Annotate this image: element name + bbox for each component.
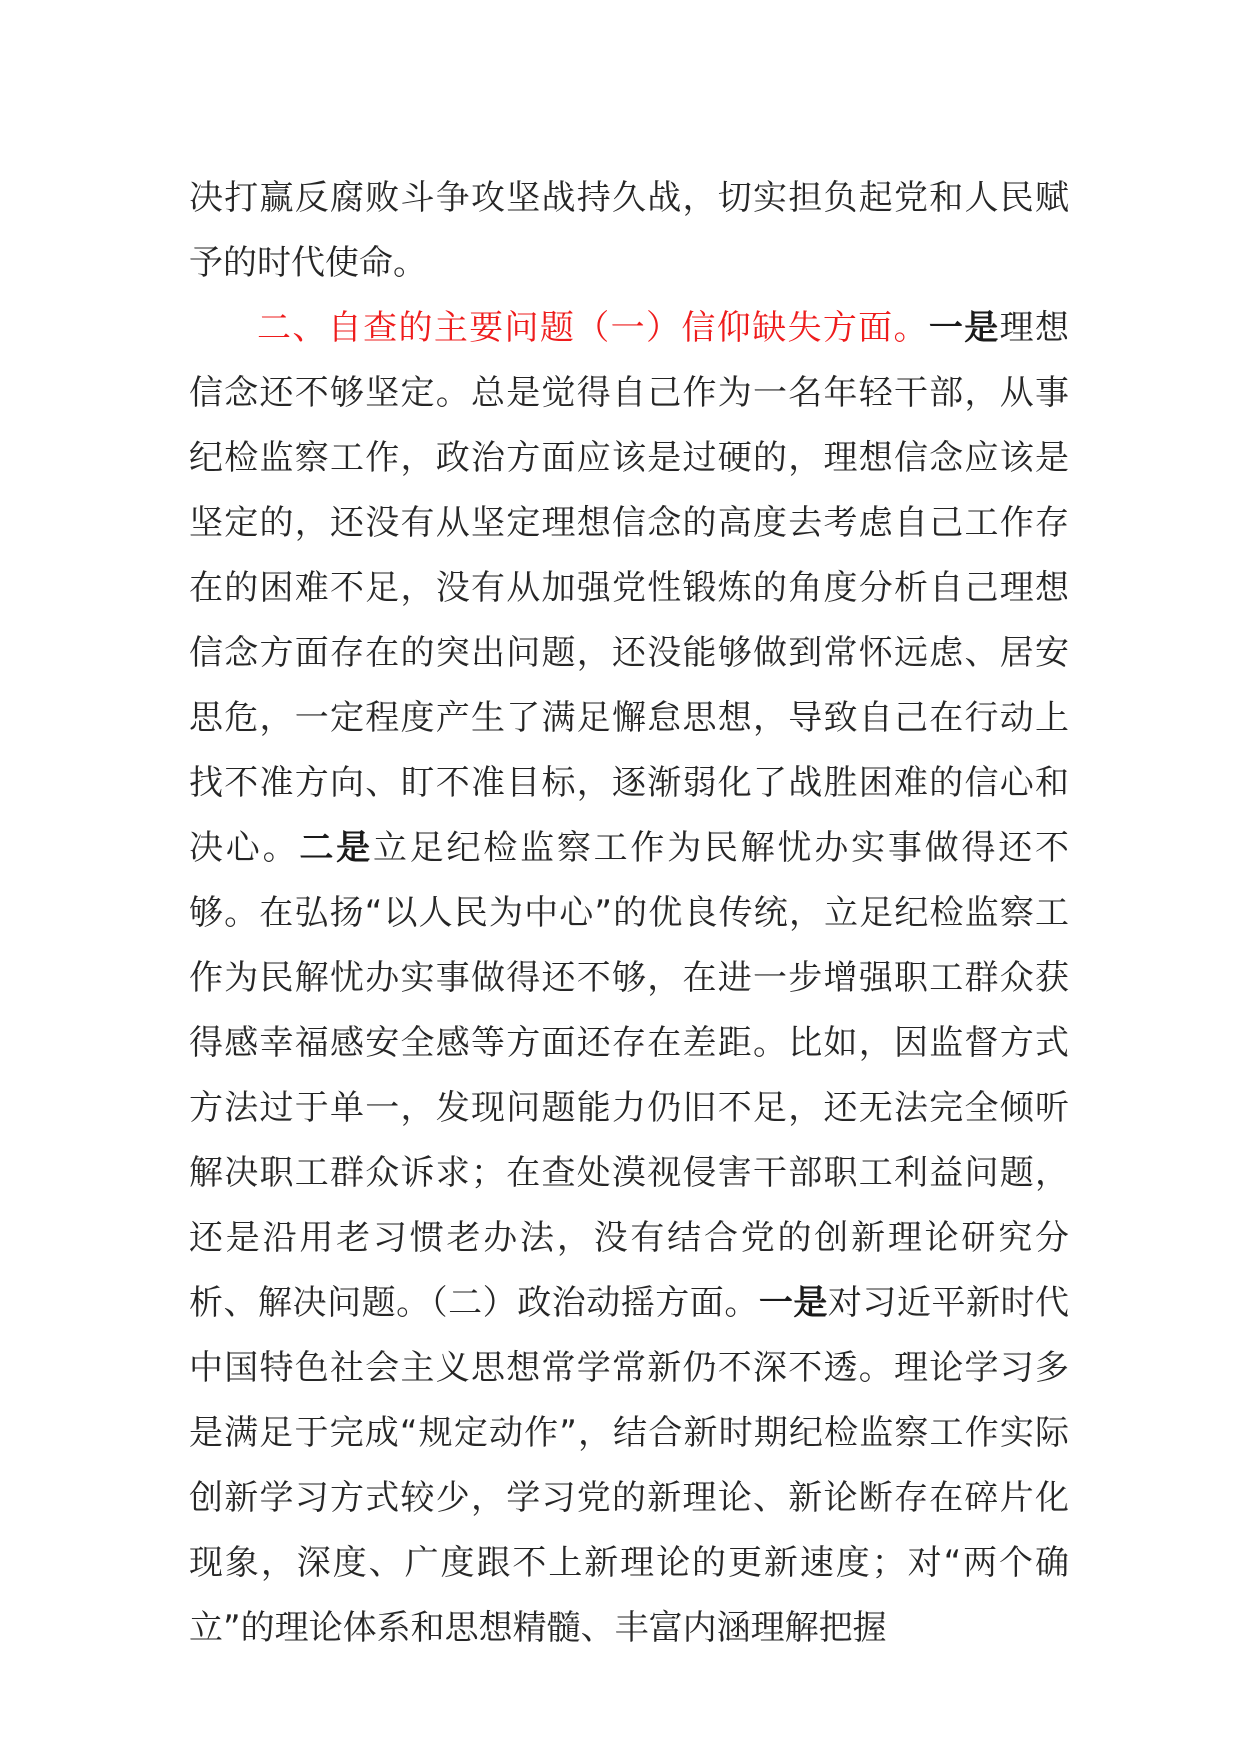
point-one-text: 理想信念还不够坚定。总是觉得自己作为一名年轻干部，从事纪检监察工作，政治方面应该是过硬的，理想信念应该是坚定的，还没有从坚定理想信念的高度去考虑自己工作存在的困难不足，没有从加强党性锻炼的角度分析自己理想信念方面存在的突出问题，还没能够做到常怀远虑、居安思危，一定程度产生了满足懈怠思想，导致自己在行动上找不准方向、盯不准目标，逐渐弱化了战胜困难的信心和决心。 — [189, 308, 1070, 868]
point-two-text: 立足纪检监察工作为民解忧办实事做得还不够。在弘扬“以人民为中心”的优良传统，立足纪检监察工作为民解忧办实事做得还不够，在进一步增强职工群众获得感幸福感安全感等方面还存在差距。比如，因监督方式方法过于单一，发现问题能力仍旧不足，还无法完全倾听解决职工群众诉求；在查处漠视侵害干部职工利益问题，还是沿用老习惯老办法，没有结合党的创新理论研究分析、解决问题。（二）政治动摇方面。 — [189, 828, 1070, 1323]
main-paragraph — [189, 296, 1069, 1661]
point-two-label: 二是 — [299, 828, 373, 868]
document-body — [189, 166, 1069, 1661]
section-heading: 二、自查的主要问题（一）信仰缺失方面。 — [257, 308, 929, 348]
continuation-paragraph: 决打赢反腐败斗争攻坚战持久战，切实担负起党和人民赋予的时代使命。 — [189, 178, 1069, 283]
point-one-label: 一是 — [928, 308, 1000, 348]
point-three-label: 一是 — [758, 1283, 828, 1323]
point-three-text: 对习近平新时代中国特色社会主义思想常学常新仍不深不透。理论学习多是满足于完成“规定动作”，结合新时期纪检监察工作实际创新学习方式较少，学习党的新理论、新论断存在碎片化现象，深度、广度跟不上新理论的更新速度；对“两个确立”的理论体系和思想精髓、丰富内涵理解把握 — [189, 1283, 1070, 1648]
